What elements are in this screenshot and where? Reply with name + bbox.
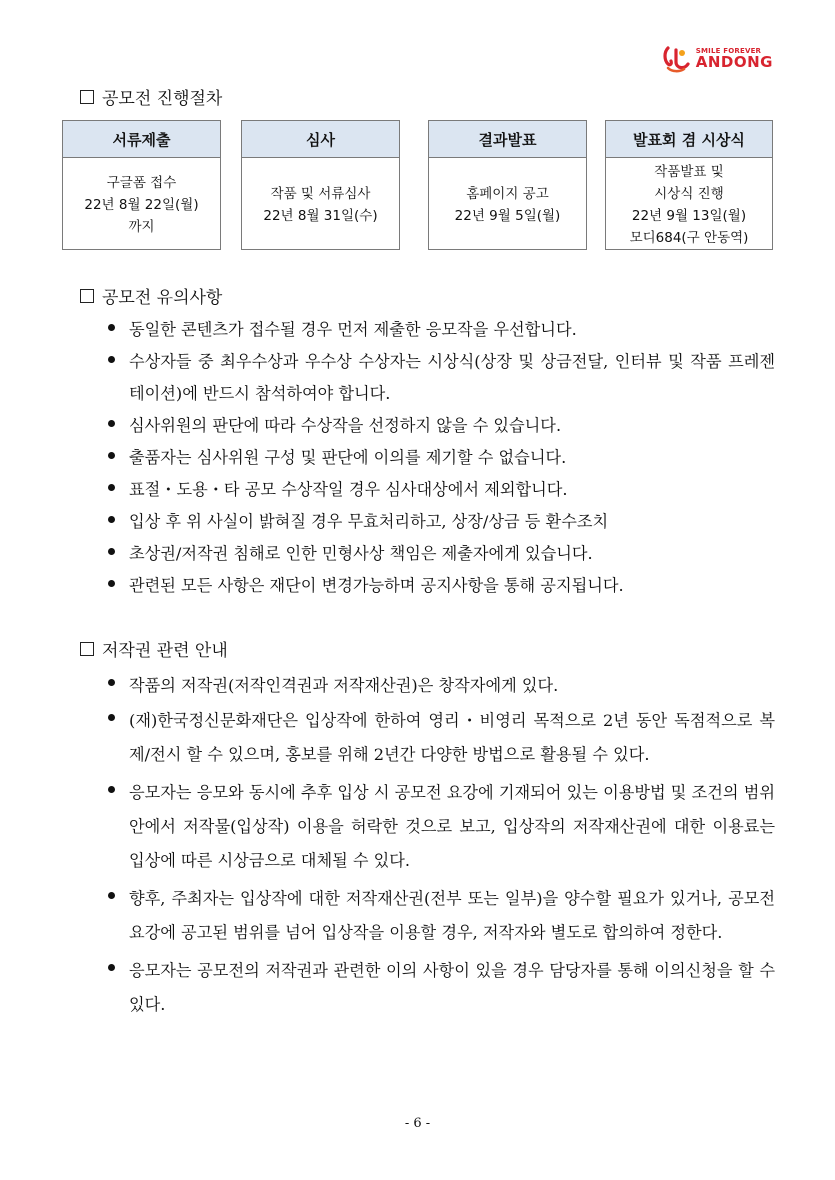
step-title: 서류제출 <box>63 121 220 158</box>
list-item: 입상 후 위 사실이 밝혀질 경우 무효처리하고, 상장/상금 등 환수조치 <box>105 506 775 538</box>
logo-name: ANDONG <box>695 53 773 71</box>
step-line: 작품 및 서류심사 <box>270 185 371 202</box>
step-details <box>606 158 772 251</box>
list-item: 심사위원의 판단에 따라 수상작을 선정하지 않을 수 있습니다. <box>105 410 775 442</box>
list-item: (재)한국정신문화재단은 입상작에 한하여 영리・비영리 목적으로 2년 동안 독점적으로 복제/전시 할 수 있으며, 홍보를 위해 2년간 다양한 방법으로 활용될 수 있다. <box>105 704 775 772</box>
section-heading-procedure <box>80 84 222 109</box>
step-details <box>242 158 399 251</box>
step-award-ceremony <box>605 120 773 250</box>
step-details <box>63 158 220 251</box>
step-line: 구글폼 접수 <box>106 174 177 191</box>
step-details <box>429 158 586 251</box>
precautions-list <box>105 314 775 602</box>
step-title: 심사 <box>242 121 399 158</box>
checkbox-icon <box>80 90 94 104</box>
logo-tagline: SMILE FOREVER <box>695 47 762 55</box>
list-item: 향후, 주최자는 입상작에 대한 저작재산권(전부 또는 일부)을 양수할 필요가 있거나, 공모전 요강에 공고된 범위를 넘어 입상작을 이용할 경우, 저작자와 별도로 합의하여 정한다. <box>105 882 775 950</box>
step-title: 발표회 겸 시상식 <box>606 121 772 158</box>
section-title: 저작권 관련 안내 <box>102 641 228 661</box>
list-item: 수상자들 중 최우수상과 우수상 수상자는 시상식(상장 및 상금전달, 인터뷰 및 작품 프레젠테이션)에 반드시 참석하여야 합니다. <box>105 346 775 410</box>
section-title: 공모전 진행절차 <box>102 89 223 109</box>
procedure-table <box>62 120 773 250</box>
list-item: 초상권/저작권 침해로 인한 민형사상 책임은 제출자에게 있습니다. <box>105 538 775 570</box>
step-line: 모디684(구 안동역) <box>629 229 749 246</box>
logo-text <box>696 48 773 70</box>
step-review <box>241 120 400 250</box>
list-item: 동일한 콘텐츠가 접수될 경우 먼저 제출한 응모작을 우선합니다. <box>105 314 775 346</box>
smile-logo-icon <box>662 44 692 74</box>
andong-logo <box>662 44 773 74</box>
page-number: - 6 - <box>404 1116 431 1131</box>
section-heading-precautions <box>80 283 222 308</box>
copyright-list <box>105 669 775 1023</box>
step-line: 홈페이지 공고 <box>466 185 549 202</box>
step-result-announcement <box>428 120 587 250</box>
list-item: 관련된 모든 사항은 재단이 변경가능하며 공지사항을 통해 공지됩니다. <box>105 570 775 602</box>
step-title: 결과발표 <box>429 121 586 158</box>
list-item: 응모자는 응모와 동시에 추후 입상 시 공모전 요강에 기재되어 있는 이용방법 및 조건의 범위 안에서 저작물(입상작) 이용을 허락한 것으로 보고, 입상작의 저작재산권에 대한 이용료는 입상에 따른 시상금으로 대체될 수 있다. <box>105 776 775 878</box>
checkbox-icon <box>80 289 94 303</box>
step-line: 시상식 진행 <box>654 185 724 202</box>
section-title: 공모전 유의사항 <box>102 288 223 308</box>
list-item: 표절・도용・타 공모 수상작일 경우 심사대상에서 제외합니다. <box>105 474 775 506</box>
step-line: 까지 <box>128 218 155 235</box>
step-line: 22년 9월 13일(월) <box>631 207 747 224</box>
list-item: 작품의 저작권(저작인격권과 저작재산권)은 창작자에게 있다. <box>105 669 775 703</box>
checkbox-icon <box>80 642 94 656</box>
step-line: 작품발표 및 <box>654 163 724 180</box>
step-document-submission <box>62 120 221 250</box>
list-item: 출품자는 심사위원 구성 및 판단에 이의를 제기할 수 없습니다. <box>105 442 775 474</box>
list-item: 응모자는 공모전의 저작권과 관련한 이의 사항이 있을 경우 담당자를 통해 이의신청을 할 수 있다. <box>105 954 775 1022</box>
section-heading-copyright <box>80 636 228 661</box>
step-line: 22년 8월 22일(월) <box>84 196 199 213</box>
step-line: 22년 9월 5일(월) <box>454 207 561 224</box>
step-line: 22년 8월 31일(수) <box>263 207 378 224</box>
